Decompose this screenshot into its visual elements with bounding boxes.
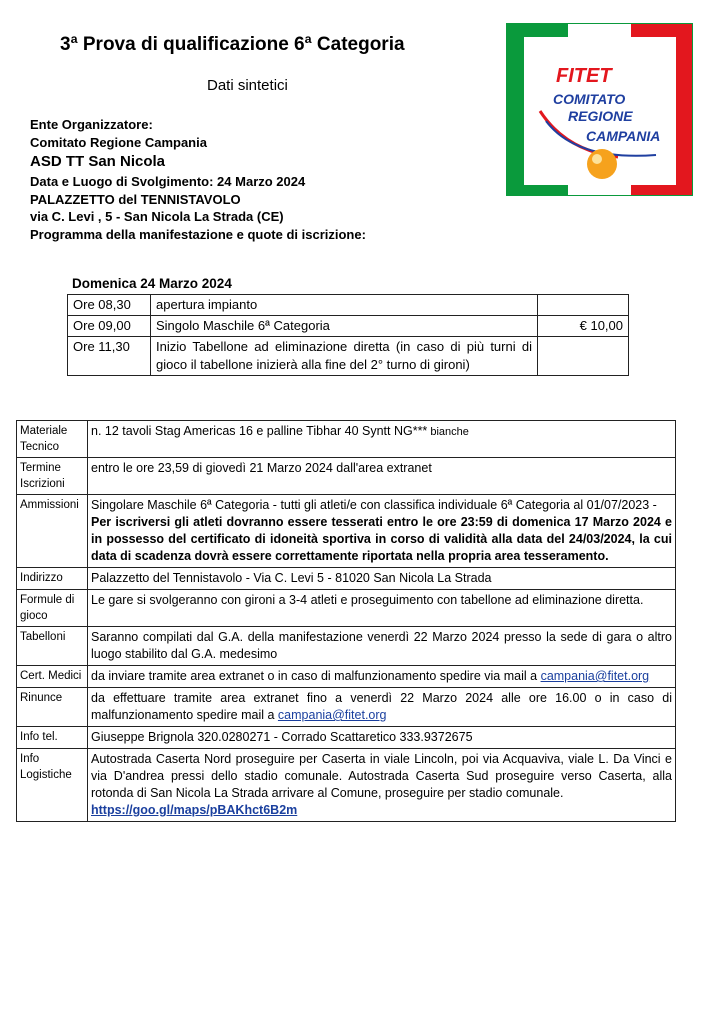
table-row <box>17 749 676 822</box>
info-value-materiale <box>88 421 676 458</box>
organizer-venue: PALAZZETTO del TENNISTAVOLO <box>30 191 241 207</box>
logo-line1: FITET <box>556 65 612 87</box>
organizer-program: Programma della manifestazione e quote di iscrizione: <box>30 226 366 242</box>
info-value-termine: entro le ore 23,59 di giovedì 21 Marzo 2024 dall'area extranet <box>88 458 676 495</box>
info-value-rinunce <box>88 688 676 727</box>
organizer-block <box>30 116 366 244</box>
schedule-date: Domenica 24 Marzo 2024 <box>72 276 232 291</box>
organizer-address: via C. Levi , 5 - San Nicola La Strada (CE) <box>30 209 284 225</box>
schedule-fee: € 10,00 <box>538 316 629 337</box>
table-row <box>17 727 676 749</box>
maps-link[interactable]: https://goo.gl/maps/pBAKhct6B2m <box>91 803 298 817</box>
info-label-formule: Formule di gioco <box>17 590 88 627</box>
table-row <box>17 495 676 568</box>
table-row <box>17 568 676 590</box>
info-label-rinunce: Rinunce <box>17 688 88 727</box>
table-row <box>17 666 676 688</box>
logo-line2: COMITATO <box>553 91 626 107</box>
table-row <box>17 688 676 727</box>
schedule-fee <box>538 337 629 376</box>
info-value-infotel: Giuseppe Brignola 320.0280271 - Corrado Scattaretico 333.9372675 <box>88 727 676 749</box>
table-row <box>17 627 676 666</box>
schedule-time: Ore 11,30 <box>68 337 151 376</box>
info-label-ammissioni: Ammissioni <box>17 495 88 568</box>
logistiche-text: Autostrada Caserta Nord proseguire per Caserta in viale Lincoln, poi via Acquaviva, viale L. Da Vinci e via D'andrea pressi dello stadio comunale. Autostrada Caserta Sud proseguire verso Caserta, alla rotonda di San Nicola La Strada arrivare al Comune, proseguire per stadio comunale. <box>91 752 672 800</box>
info-label-materiale: Materiale Tecnico <box>17 421 88 458</box>
schedule-event: Inizio Tabellone ad eliminazione diretta (in caso di più turni di gioco il tabellone inizierà alla fine del 2° turno di gironi) <box>151 337 538 376</box>
info-label-logistiche: Info Logistiche <box>17 749 88 822</box>
info-value-tabelloni: Saranno compilati dal G.A. della manifestazione venerdì 22 Marzo 2024 presso la sede di gara o altro luogo stabilito dal G.A. medesimo <box>88 627 676 666</box>
fitet-logo <box>506 23 693 196</box>
info-label-infotel: Info tel. <box>17 727 88 749</box>
schedule-time: Ore 09,00 <box>68 316 151 337</box>
ping-pong-ball-icon <box>587 149 617 179</box>
table-row <box>17 458 676 495</box>
schedule-table <box>67 294 629 376</box>
organizer-date-place: Data e Luogo di Svolgimento: 24 Marzo 2024 <box>30 174 306 190</box>
schedule-event: apertura impianto <box>151 295 538 316</box>
organizer-committee: Comitato Regione Campania <box>30 134 207 150</box>
info-value-formule: Le gare si svolgeranno con gironi a 3-4 atleti e proseguimento con tabellone ad eliminazione diretta. <box>88 590 676 627</box>
materiale-small-text: bianche <box>427 426 469 438</box>
table-row <box>17 590 676 627</box>
materiale-text: n. 12 tavoli Stag Americas 16 e palline Tibhar 40 Syntt NG*** <box>91 424 428 438</box>
rinunce-text: da effettuare tramite area extranet fino a venerdì 22 Marzo 2024 alle ore 16.00 o in caso di malfunzionamento spedire mail a <box>91 691 672 722</box>
info-table <box>16 420 676 822</box>
organizer-club: ASD TT San Nicola <box>30 153 166 171</box>
page-title: 3ª Prova di qualificazione 6ª Categoria <box>60 34 405 55</box>
info-label-tabelloni: Tabelloni <box>17 627 88 666</box>
ammissioni-text: Singolare Maschile 6ª Categoria - tutti gli atleti/e con classifica individuale 6ª Categoria al 01/07/2023 - <box>91 498 657 512</box>
cert-text: da inviare tramite area extranet o in caso di malfunzionamento spedire via mail a <box>91 669 538 683</box>
schedule-time: Ore 08,30 <box>68 295 151 316</box>
info-label-cert: Cert. Medici <box>17 666 88 688</box>
info-value-cert <box>88 666 676 688</box>
table-row <box>68 295 629 316</box>
schedule-event: Singolo Maschile 6ª Categoria <box>151 316 538 337</box>
organizer-label: Ente Organizzatore: <box>30 117 153 132</box>
table-row <box>68 337 629 376</box>
info-label-termine: Termine Iscrizioni <box>17 458 88 495</box>
table-row <box>17 421 676 458</box>
rinunce-email-link[interactable]: campania@fitet.org <box>277 708 387 722</box>
schedule-fee <box>538 295 629 316</box>
logo-line3: REGIONE <box>568 108 633 124</box>
page-subtitle: Dati sintetici <box>207 77 288 94</box>
info-label-indirizzo: Indirizzo <box>17 568 88 590</box>
info-value-logistiche <box>88 749 676 822</box>
cert-email-link[interactable]: campania@fitet.org <box>540 669 650 683</box>
logo-line4: CAMPANIA <box>586 128 661 144</box>
ammissioni-bold-text: Per iscriversi gli atleti dovranno essere tesserati entro le ore 23:59 di domenica 17 Marzo 2024 e in possesso del certificato di idoneità sportiva in corso di validità alla data del 24/03/2024, la cui data di scadenza dovrà essere correttamente riportata nella propria area tesseramento. <box>91 515 672 563</box>
table-row <box>68 316 629 337</box>
info-value-indirizzo: Palazzetto del Tennistavolo - Via C. Levi 5 - 81020 San Nicola La Strada <box>88 568 676 590</box>
info-value-ammissioni <box>88 495 676 568</box>
